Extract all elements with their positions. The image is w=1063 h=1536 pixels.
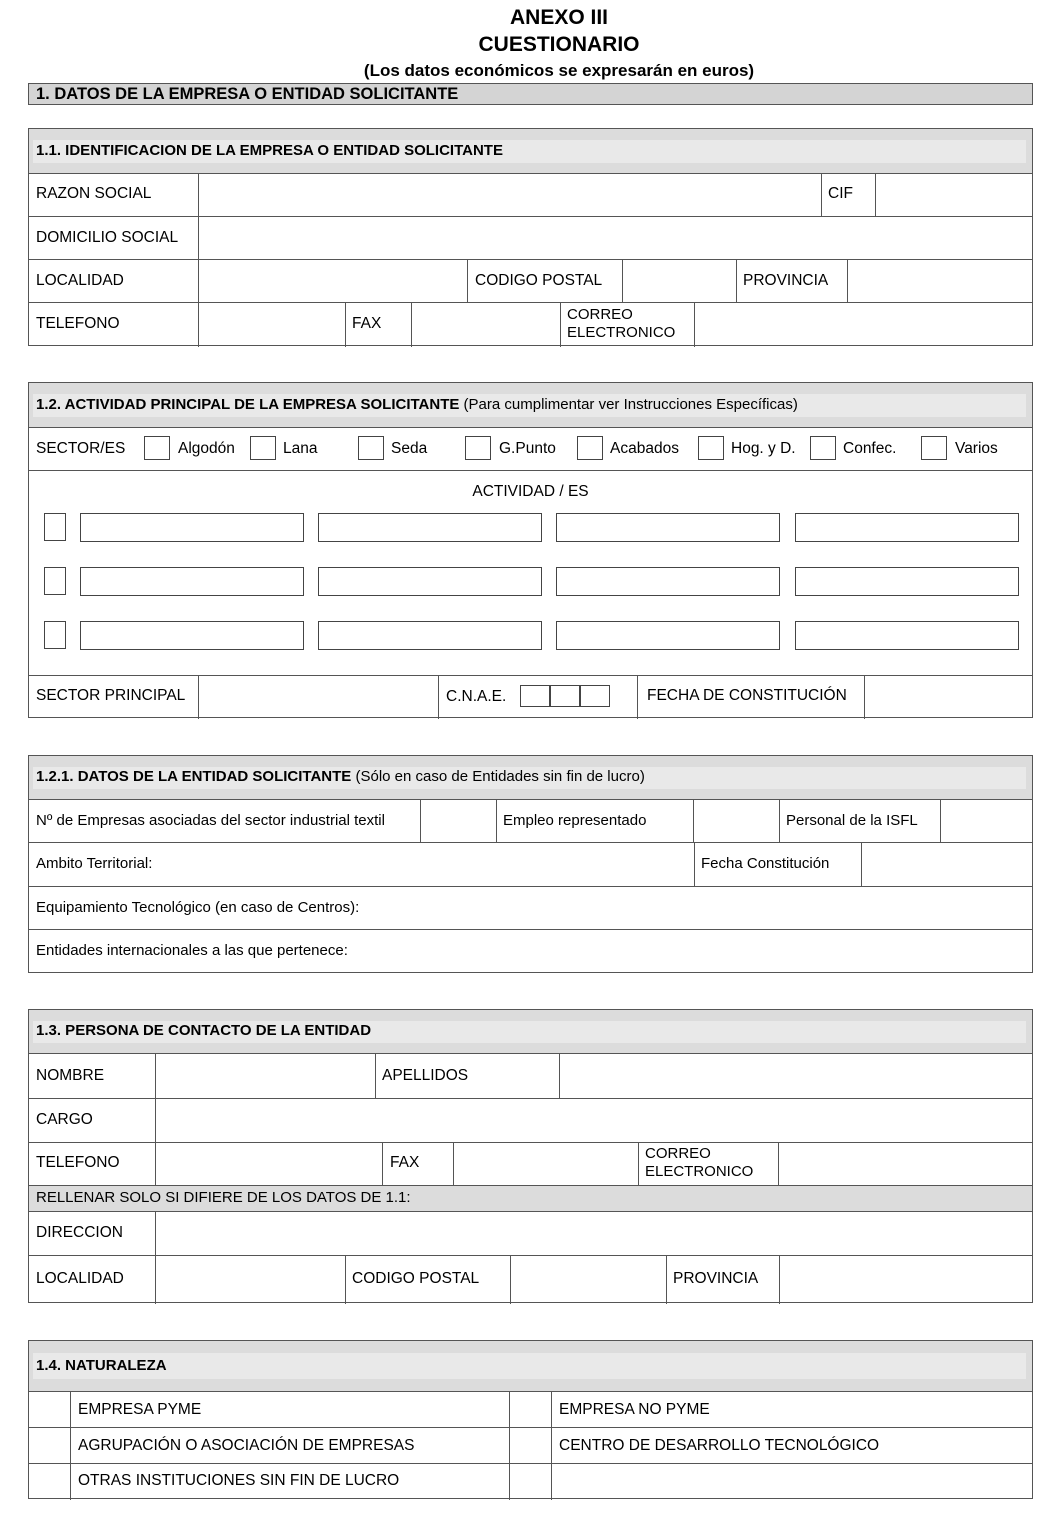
sector-algodon-checkbox[interactable] bbox=[144, 436, 170, 460]
actividades-label: ACTIVIDAD / ES bbox=[472, 483, 589, 500]
fecha-label: Fecha Constitución bbox=[701, 855, 830, 872]
actividad-field[interactable] bbox=[318, 567, 542, 596]
entity-data-block bbox=[28, 755, 1033, 973]
otras-instituciones-checkbox[interactable] bbox=[30, 1464, 70, 1499]
sector-hogar-label: Hog. y D. bbox=[731, 440, 796, 457]
fecha-constitucion-field[interactable] bbox=[865, 676, 1032, 718]
entidades-field[interactable] bbox=[389, 930, 1032, 972]
rellenar-band bbox=[29, 1186, 1032, 1211]
questionnaire-title: CUESTIONARIO bbox=[478, 33, 640, 56]
empleo-label: Empleo representado bbox=[503, 812, 647, 829]
otras-instituciones-label: OTRAS INSTITUCIONES SIN FIN DE LUCRO bbox=[78, 1472, 400, 1489]
contact-header bbox=[29, 1010, 1032, 1053]
n-empresas-label: Nº de Empresas asociadas del sector industrial textil bbox=[36, 812, 385, 829]
identification-block bbox=[28, 128, 1033, 346]
personal-field[interactable] bbox=[941, 800, 1032, 842]
contact-fax-field[interactable] bbox=[454, 1143, 637, 1185]
domicilio-label: DOMICILIO SOCIAL bbox=[36, 229, 179, 246]
sectores-label: SECTOR/ES bbox=[36, 440, 126, 457]
cif-label: CIF bbox=[828, 185, 853, 202]
empresa-pyme-label: EMPRESA PYME bbox=[78, 1401, 202, 1418]
contact-provincia-label: PROVINCIA bbox=[673, 1270, 759, 1287]
cnae-label: C.N.A.E. bbox=[446, 688, 507, 705]
identification-title: 1.1. IDENTIFICACION DE LA EMPRESA O ENTIDAD SOLICITANTE bbox=[36, 142, 503, 159]
actividad-field[interactable] bbox=[795, 567, 1019, 596]
cnae-digit-2[interactable] bbox=[550, 685, 580, 707]
section-1-header bbox=[28, 83, 1033, 105]
entidades-label: Entidades internacionales a las que pertenece: bbox=[36, 942, 348, 959]
empresa-no-pyme-checkbox[interactable] bbox=[510, 1392, 551, 1427]
sector-varios-checkbox[interactable] bbox=[921, 436, 947, 460]
contact-correo-label-line2: ELECTRONICO bbox=[645, 1163, 754, 1180]
ambito-label: Ambito Territorial: bbox=[36, 855, 153, 872]
telefono-label: TELEFONO bbox=[36, 315, 120, 332]
actividad-field[interactable] bbox=[80, 567, 304, 596]
apellidos-field[interactable] bbox=[560, 1054, 1032, 1098]
activity-title: 1.2. ACTIVIDAD PRINCIPAL DE LA EMPRESA SOLICITANTE (Para cumplimentar ver Instrucciones Específicas) bbox=[36, 396, 798, 413]
empresa-pyme-checkbox[interactable] bbox=[30, 1392, 70, 1427]
sector-lana-checkbox[interactable] bbox=[250, 436, 276, 460]
sector-varios-label: Varios bbox=[955, 440, 998, 457]
contact-provincia-field[interactable] bbox=[780, 1256, 1032, 1304]
razon-social-label: RAZON SOCIAL bbox=[36, 185, 152, 202]
contact-codigo-postal-label: CODIGO POSTAL bbox=[352, 1270, 480, 1287]
contact-localidad-field[interactable] bbox=[156, 1256, 344, 1304]
cargo-field[interactable] bbox=[156, 1099, 1032, 1142]
cnae-digit-3[interactable] bbox=[580, 685, 610, 707]
actividad-field[interactable] bbox=[795, 621, 1019, 650]
sector-algodon-label: Algodón bbox=[178, 440, 235, 457]
empty-checkbox-cell bbox=[510, 1464, 551, 1499]
actividad-field[interactable] bbox=[556, 621, 780, 650]
sector-confeccion-label: Confec. bbox=[843, 440, 897, 457]
rellenar-note: RELLENAR SOLO SI DIFIERE DE LOS DATOS DE 1.1: bbox=[36, 1189, 411, 1206]
cif-field[interactable] bbox=[876, 174, 1032, 216]
empleo-field[interactable] bbox=[694, 800, 778, 842]
nombre-field[interactable] bbox=[156, 1054, 374, 1098]
identification-header bbox=[29, 129, 1032, 173]
actividad-field[interactable] bbox=[556, 513, 780, 542]
nature-header bbox=[29, 1341, 1032, 1391]
apellidos-label: APELLIDOS bbox=[382, 1067, 469, 1084]
sector-gpunto-label: G.Punto bbox=[499, 440, 556, 457]
agrupacion-checkbox[interactable] bbox=[30, 1428, 70, 1463]
direccion-field[interactable] bbox=[156, 1212, 1032, 1255]
domicilio-field[interactable] bbox=[199, 217, 1032, 259]
contact-fax-label: FAX bbox=[390, 1154, 420, 1171]
actividad-field[interactable] bbox=[80, 513, 304, 542]
activity-block bbox=[28, 382, 1033, 718]
contact-codigo-postal-field[interactable] bbox=[511, 1256, 665, 1304]
contact-telefono-label: TELEFONO bbox=[36, 1154, 120, 1171]
contact-localidad-label: LOCALIDAD bbox=[36, 1270, 124, 1287]
actividad-checkbox[interactable] bbox=[44, 567, 66, 595]
actividad-checkbox[interactable] bbox=[44, 621, 66, 649]
razon-social-field[interactable] bbox=[199, 174, 820, 216]
contact-telefono-field[interactable] bbox=[156, 1143, 381, 1185]
fecha-constitucion-label: FECHA DE CONSTITUCIÓN bbox=[647, 687, 847, 704]
centro-desarrollo-label: CENTRO DE DESARROLLO TECNOLÓGICO bbox=[559, 1437, 880, 1454]
contact-correo-label-line1: CORREO bbox=[645, 1145, 711, 1162]
nature-block bbox=[28, 1340, 1033, 1499]
section-1-title: 1. DATOS DE LA EMPRESA O ENTIDAD SOLICITANTE bbox=[36, 85, 459, 103]
sector-acabados-label: Acabados bbox=[610, 440, 679, 457]
equipamiento-label: Equipamiento Tecnológico (en caso de Centros): bbox=[36, 899, 360, 916]
fax-field[interactable] bbox=[412, 303, 559, 347]
localidad-label: LOCALIDAD bbox=[36, 272, 124, 289]
n-empresas-field[interactable] bbox=[421, 800, 495, 842]
ambito-field[interactable] bbox=[179, 843, 693, 886]
empresa-no-pyme-label: EMPRESA NO PYME bbox=[559, 1401, 710, 1418]
actividad-field[interactable] bbox=[318, 621, 542, 650]
entity-data-header bbox=[29, 756, 1032, 799]
annex-title: ANEXO III bbox=[509, 6, 609, 29]
sector-lana-label: Lana bbox=[283, 440, 318, 457]
localidad-field[interactable] bbox=[199, 260, 466, 302]
correo-label-line1: CORREO bbox=[567, 306, 633, 323]
activity-header bbox=[29, 383, 1032, 427]
contact-block bbox=[28, 1009, 1033, 1303]
telefono-field[interactable] bbox=[199, 303, 344, 347]
actividad-field[interactable] bbox=[795, 513, 1019, 542]
sector-principal-field[interactable] bbox=[199, 676, 437, 718]
sector-gpunto-checkbox[interactable] bbox=[465, 436, 491, 460]
personal-label: Personal de la ISFL bbox=[786, 812, 918, 829]
provincia-field[interactable] bbox=[848, 260, 1032, 302]
correo-field[interactable] bbox=[695, 303, 1032, 347]
actividad-checkbox[interactable] bbox=[44, 513, 66, 541]
nombre-label: NOMBRE bbox=[36, 1067, 105, 1084]
contact-correo-field[interactable] bbox=[779, 1143, 1032, 1185]
fecha-field[interactable] bbox=[862, 843, 1032, 886]
agrupacion-label: AGRUPACIÓN O ASOCIACIÓN DE EMPRESAS bbox=[78, 1437, 415, 1454]
codigo-postal-field[interactable] bbox=[623, 260, 735, 302]
codigo-postal-label: CODIGO POSTAL bbox=[475, 272, 603, 289]
fax-label: FAX bbox=[352, 315, 382, 332]
sector-principal-label: SECTOR PRINCIPAL bbox=[36, 687, 186, 704]
sector-acabados-checkbox[interactable] bbox=[577, 436, 603, 460]
entity-data-title: 1.2.1. DATOS DE LA ENTIDAD SOLICITANTE (Sólo en caso de Entidades sin fin de lucro) bbox=[36, 768, 645, 785]
sector-seda-checkbox[interactable] bbox=[358, 436, 384, 460]
sector-hogar-checkbox[interactable] bbox=[698, 436, 724, 460]
centro-desarrollo-checkbox[interactable] bbox=[510, 1428, 551, 1463]
actividad-field[interactable] bbox=[556, 567, 780, 596]
contact-title: 1.3. PERSONA DE CONTACTO DE LA ENTIDAD bbox=[36, 1022, 372, 1039]
equipamiento-field[interactable] bbox=[399, 887, 1032, 929]
cnae-digit-1[interactable] bbox=[520, 685, 550, 707]
direccion-label: DIRECCION bbox=[36, 1224, 123, 1241]
nature-title: 1.4. NATURALEZA bbox=[36, 1357, 167, 1374]
correo-label-line2: ELECTRONICO bbox=[567, 324, 676, 341]
actividad-field[interactable] bbox=[318, 513, 542, 542]
currency-note: (Los datos económicos se expresarán en euros) bbox=[363, 61, 755, 80]
actividad-field[interactable] bbox=[80, 621, 304, 650]
cargo-label: CARGO bbox=[36, 1111, 93, 1128]
sector-confeccion-checkbox[interactable] bbox=[810, 436, 836, 460]
sector-seda-label: Seda bbox=[391, 440, 428, 457]
provincia-label: PROVINCIA bbox=[743, 272, 829, 289]
